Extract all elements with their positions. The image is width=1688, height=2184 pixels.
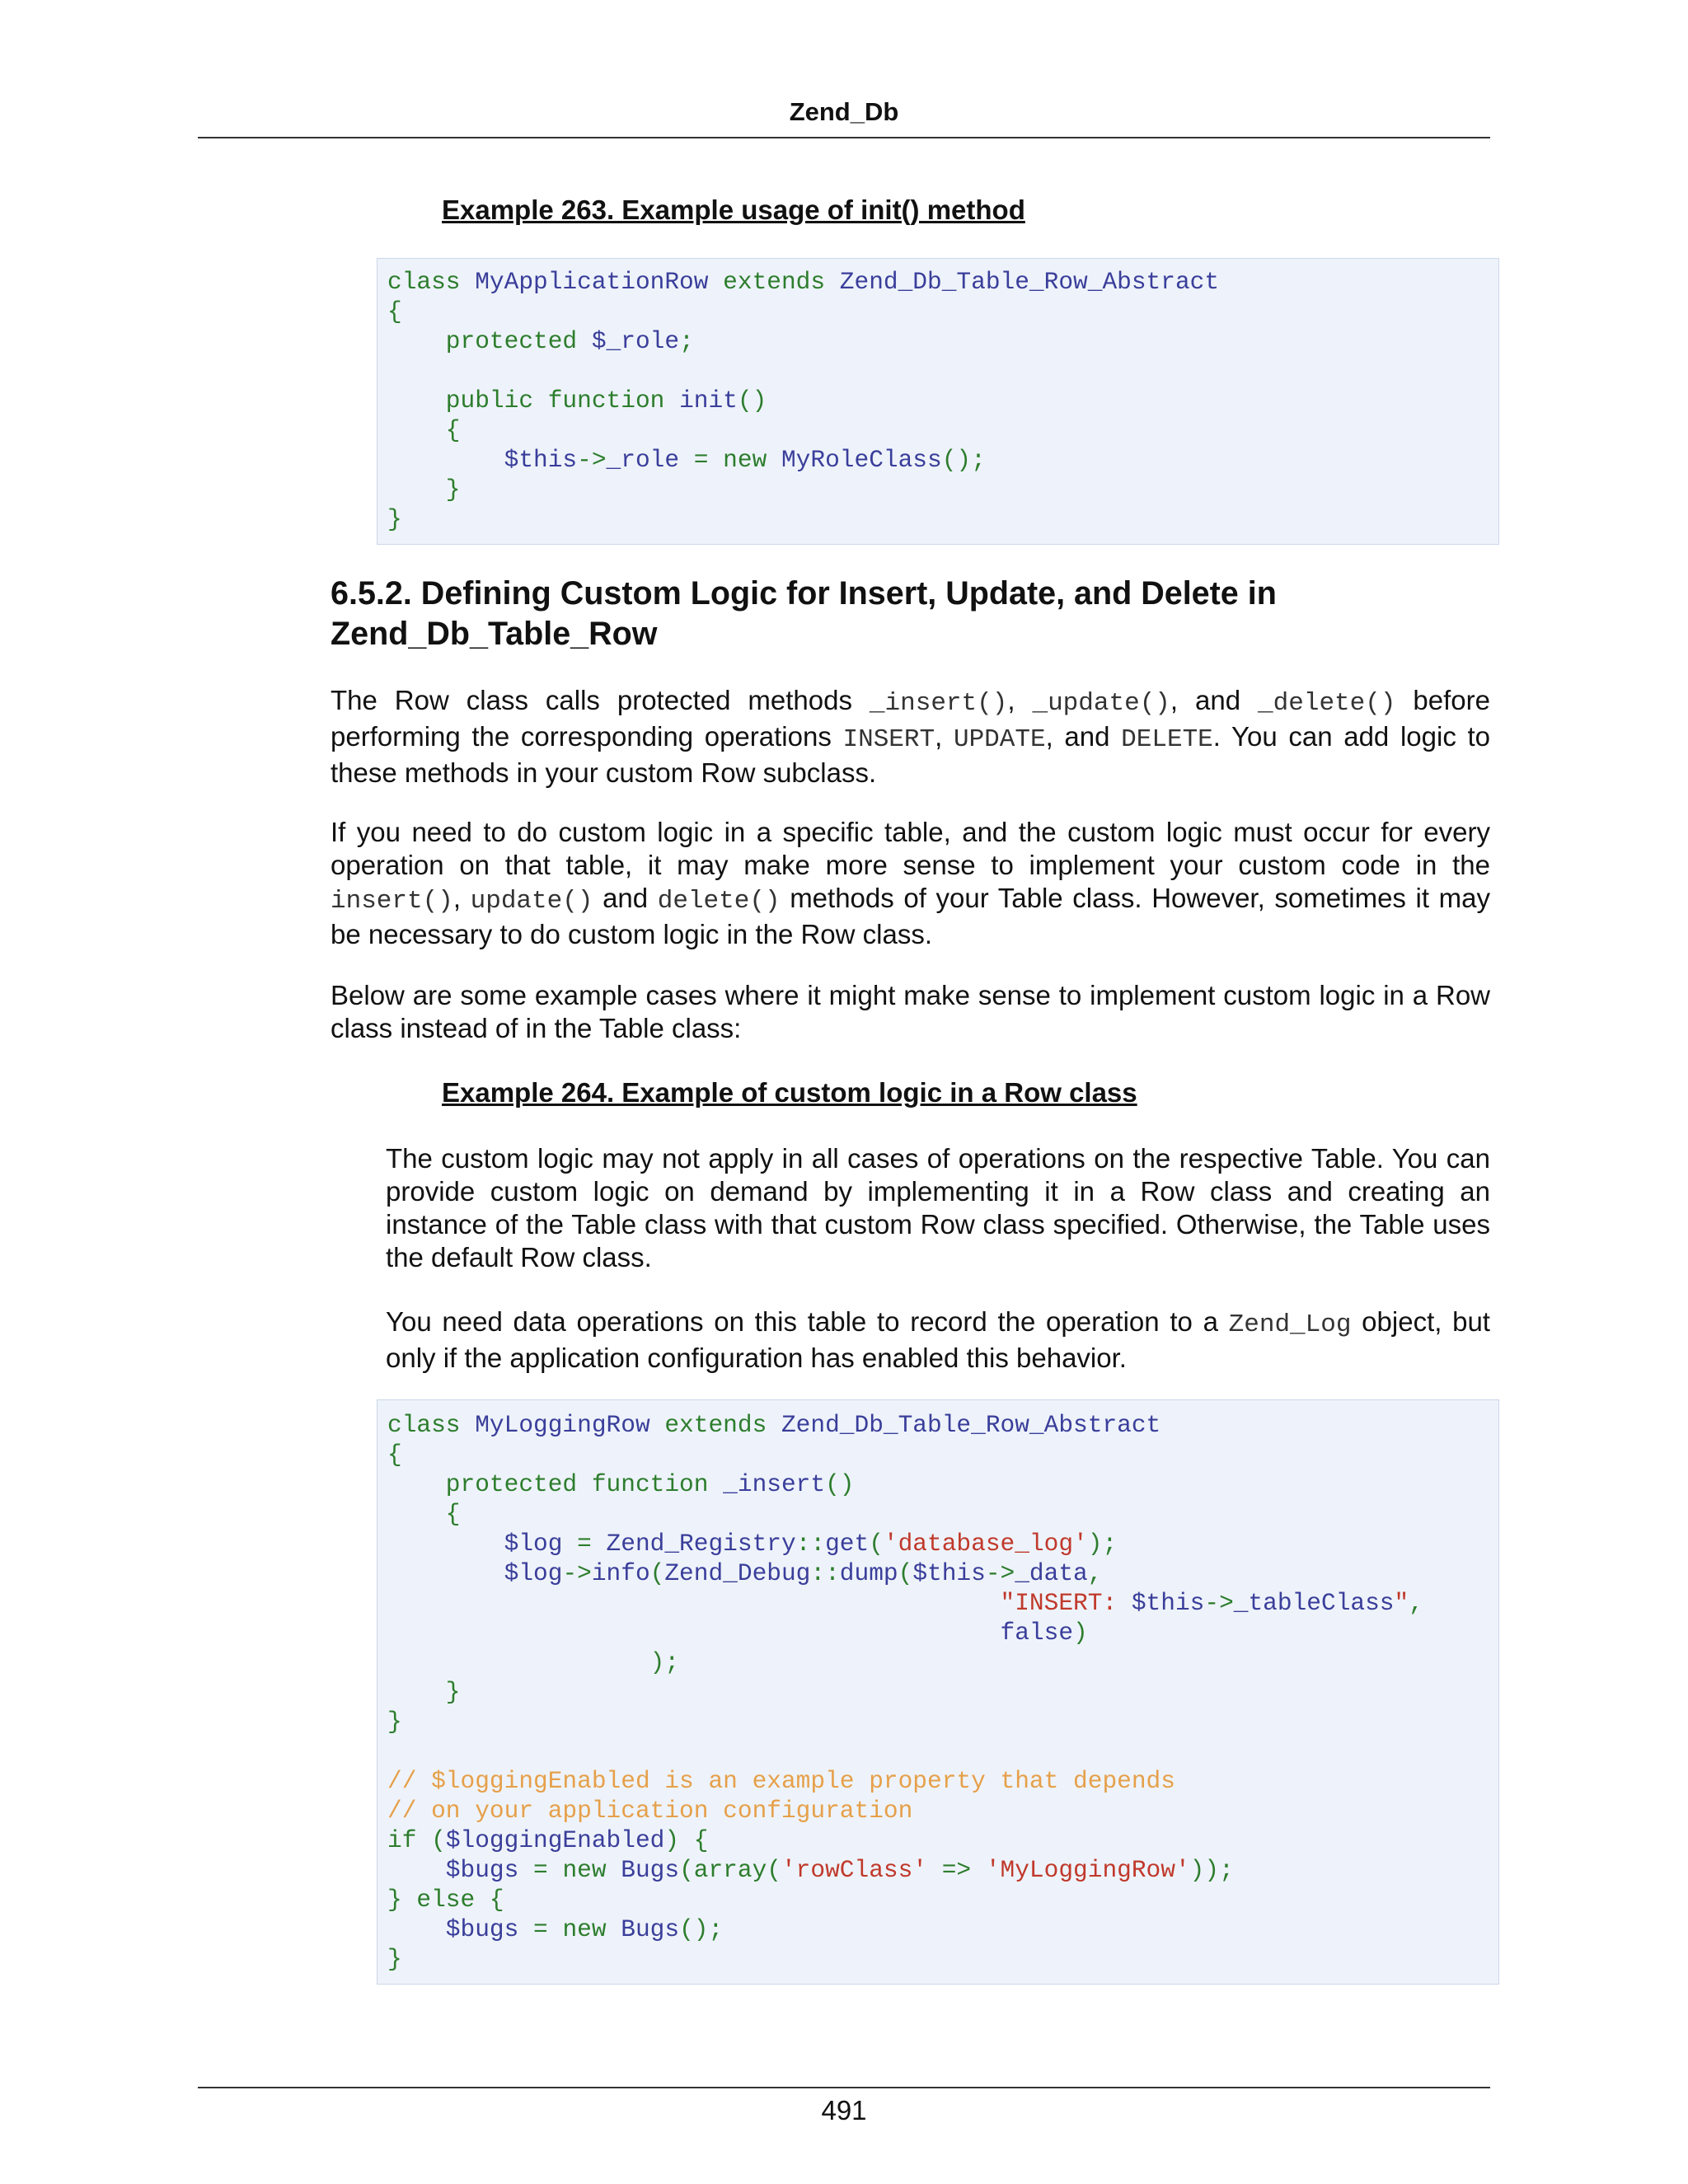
code-listing: class MyLoggingRow extends Zend_Db_Table_Row_Abstract { protected function _insert() { $log = Zend_Registry::get('database_log'); $log->info(Zend_Debug::dump($this->_data, "INSERT: $this->_tableClass", false) ); } } // $loggingEnabled is an example property that depends // on your application configuration if ($loggingEnabled) { $bugs = new Bugs(array('rowClass' => 'MyLoggingRow')); } else { $bugs = new Bugs(); } <box>387 1411 1423 1973</box>
running-header: Zend_Db <box>789 97 899 126</box>
code-listing: class MyApplicationRow extends Zend_Db_Table_Row_Abstract { protected $_role; public function init() { $this->_role = new MyRoleClass(); } } <box>387 268 1220 533</box>
paragraph-zend-log: You need data operations on this table to record the operation to a Zend_Log object, but only if the application configuration has enabled this behavior. <box>386 1306 1490 1373</box>
page-number: 491 <box>821 2095 867 2125</box>
code-block-logging-row <box>377 1399 1499 1985</box>
paragraph-table-vs-row: If you need to do custom logic in a specific table, and the custom logic must occur for every operation on that table, it may make more sense to implement your custom code in the insert(), update() and delete() methods of your Table class. However, sometimes it may be necessary to do custom logic in the Row class. <box>331 817 1490 949</box>
example-263-title: Example 263. Example usage of init() method <box>442 194 1025 225</box>
paragraph-row-methods: The Row class calls protected methods _insert(), _update(), and _delete() before performing the corresponding operations INSERT, UPDATE, and DELETE. You can add logic to these methods in your custom Row subclass. <box>331 685 1490 788</box>
footer-rule <box>198 2087 1490 2088</box>
section-heading: 6.5.2. Defining Custom Logic for Insert, Update, and Delete in Zend_Db_Table_Row <box>331 575 1277 652</box>
paragraph-custom-logic-on-demand: The custom logic may not apply in all cases of operations on the respective Table. You can provide custom logic on demand by implementing it in a Row class and creating an instance of the Table class with that custom Row class specified. Otherwise, the Table uses the default Row class. <box>386 1143 1490 1272</box>
header-rule <box>198 137 1490 138</box>
code-block-init-example <box>377 258 1499 545</box>
paragraph-example-cases: Below are some example cases where it might make sense to implement custom logic in a Row class instead of in the Table class: <box>331 980 1490 1043</box>
example-264-title: Example 264. Example of custom logic in a Row class <box>442 1077 1137 1108</box>
